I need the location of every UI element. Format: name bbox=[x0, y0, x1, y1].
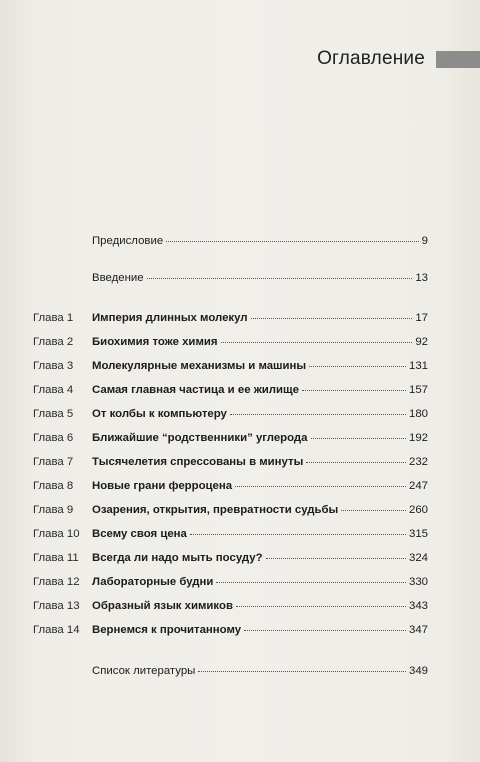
toc-entry bbox=[92, 381, 428, 399]
toc-entry bbox=[92, 549, 428, 567]
leader-dots bbox=[147, 269, 413, 279]
leader-dots bbox=[266, 549, 406, 559]
toc-row-chapter bbox=[0, 381, 480, 399]
chapter-number: Глава 8 bbox=[33, 480, 74, 492]
toc-entry-page: 330 bbox=[408, 576, 428, 588]
chapter-number: Глава 10 bbox=[33, 528, 80, 540]
chapter-number: Глава 12 bbox=[33, 576, 80, 588]
toc-entry bbox=[92, 333, 428, 351]
toc-entry-title: От колбы к компьютеру bbox=[92, 408, 227, 420]
leader-dots bbox=[190, 525, 406, 535]
chapter-number: Глава 13 bbox=[33, 600, 80, 612]
toc-entry-page: 17 bbox=[415, 312, 428, 324]
chapter-number: Глава 2 bbox=[33, 336, 74, 348]
toc-entry-title: Введение bbox=[92, 272, 144, 284]
chapter-number: Глава 6 bbox=[33, 432, 74, 444]
toc-row-chapter bbox=[0, 357, 480, 375]
toc-entry bbox=[92, 662, 428, 680]
leader-dots bbox=[311, 429, 406, 439]
leader-dots bbox=[309, 357, 406, 367]
toc-row-chapter bbox=[0, 525, 480, 543]
toc-row-chapter bbox=[0, 573, 480, 591]
chapter-number: Глава 4 bbox=[33, 384, 74, 396]
leader-dots bbox=[306, 453, 406, 463]
toc-row-chapter bbox=[0, 429, 480, 447]
toc-entry-page: 180 bbox=[408, 408, 428, 420]
toc-entry-title: Ближайшие “родственники” углерода bbox=[92, 432, 308, 444]
toc-row-chapter bbox=[0, 621, 480, 639]
toc-row-preface bbox=[0, 232, 480, 250]
toc-entry-page: 343 bbox=[408, 600, 428, 612]
toc-entry-page: 13 bbox=[415, 272, 428, 284]
toc-entry-title: Самая главная частица и ее жилище bbox=[92, 384, 299, 396]
leader-dots bbox=[230, 405, 406, 415]
toc-entry bbox=[92, 621, 428, 639]
chapter-number: Глава 5 bbox=[33, 408, 74, 420]
toc-entry bbox=[92, 405, 428, 423]
toc-entry bbox=[92, 357, 428, 375]
toc-entry-page: 315 bbox=[408, 528, 428, 540]
toc-entry-page: 349 bbox=[408, 665, 428, 677]
toc-entry-title: Предисловие bbox=[92, 235, 164, 247]
leader-dots bbox=[166, 232, 418, 242]
toc-entry bbox=[92, 429, 428, 447]
toc-entry bbox=[92, 309, 428, 327]
toc-entry bbox=[92, 477, 428, 495]
toc-entry-title: Список литературы bbox=[92, 665, 196, 677]
leader-dots bbox=[341, 501, 406, 511]
leader-dots bbox=[198, 662, 406, 672]
toc-entry bbox=[92, 597, 428, 615]
chapter-number: Глава 11 bbox=[33, 552, 79, 564]
toc-entry-page: 247 bbox=[408, 480, 428, 492]
toc-entry-title: Молекулярные механизмы и машины bbox=[92, 360, 307, 372]
toc-entry bbox=[92, 501, 428, 519]
toc-row-bibliography bbox=[0, 662, 480, 680]
toc-row-chapter bbox=[0, 333, 480, 351]
leader-dots bbox=[235, 477, 406, 487]
toc-entry bbox=[92, 269, 428, 287]
chapter-number: Глава 1 bbox=[33, 312, 74, 324]
leader-dots bbox=[221, 333, 413, 343]
chapter-number: Глава 9 bbox=[33, 504, 74, 516]
toc-entry-title: Всегда ли надо мыть посуду? bbox=[92, 552, 263, 564]
toc-entry-page: 157 bbox=[408, 384, 428, 396]
toc-entry-page: 131 bbox=[408, 360, 428, 372]
toc-entry bbox=[92, 232, 428, 250]
toc-entry-page: 9 bbox=[421, 235, 428, 247]
toc-row-intro bbox=[0, 269, 480, 287]
toc-entry-page: 347 bbox=[408, 624, 428, 636]
leader-dots bbox=[244, 621, 406, 631]
toc-entry-title: Тысячелетия спрессованы в минуты bbox=[92, 456, 304, 468]
toc-entry bbox=[92, 453, 428, 471]
toc-entry-page: 192 bbox=[408, 432, 428, 444]
toc-row-chapter bbox=[0, 477, 480, 495]
toc-entry-title: Всему своя цена bbox=[92, 528, 187, 540]
toc-entry-title: Биохимия тоже химия bbox=[92, 336, 218, 348]
toc-entry bbox=[92, 525, 428, 543]
toc-entry-title: Вернемся к прочитанному bbox=[92, 624, 242, 636]
toc-row-chapter bbox=[0, 453, 480, 471]
toc-entry-page: 92 bbox=[415, 336, 428, 348]
toc-row-chapter bbox=[0, 405, 480, 423]
chapter-number: Глава 7 bbox=[33, 456, 74, 468]
toc-entry-page: 324 bbox=[408, 552, 428, 564]
title-accent-bar bbox=[436, 51, 480, 68]
toc-row-chapter bbox=[0, 501, 480, 519]
toc-entry-page: 260 bbox=[408, 504, 428, 516]
page-title: Оглавление bbox=[317, 48, 425, 69]
chapter-number: Глава 3 bbox=[33, 360, 74, 372]
chapter-number: Глава 14 bbox=[33, 624, 80, 636]
toc-row-chapter bbox=[0, 309, 480, 327]
toc-entry-title: Лабораторные будни bbox=[92, 576, 214, 588]
toc-entry-title: Новые грани ферроцена bbox=[92, 480, 233, 492]
leader-dots bbox=[251, 309, 413, 319]
leader-dots bbox=[302, 381, 406, 391]
leader-dots bbox=[216, 573, 406, 583]
toc-row-chapter bbox=[0, 549, 480, 567]
toc-entry bbox=[92, 573, 428, 591]
toc-entry-title: Империя длинных молекул bbox=[92, 312, 248, 324]
toc-row-chapter bbox=[0, 597, 480, 615]
toc-entry-title: Озарения, открытия, превратности судьбы bbox=[92, 504, 339, 516]
toc-entry-title: Образный язык химиков bbox=[92, 600, 233, 612]
leader-dots bbox=[236, 597, 406, 607]
toc-entry-page: 232 bbox=[408, 456, 428, 468]
